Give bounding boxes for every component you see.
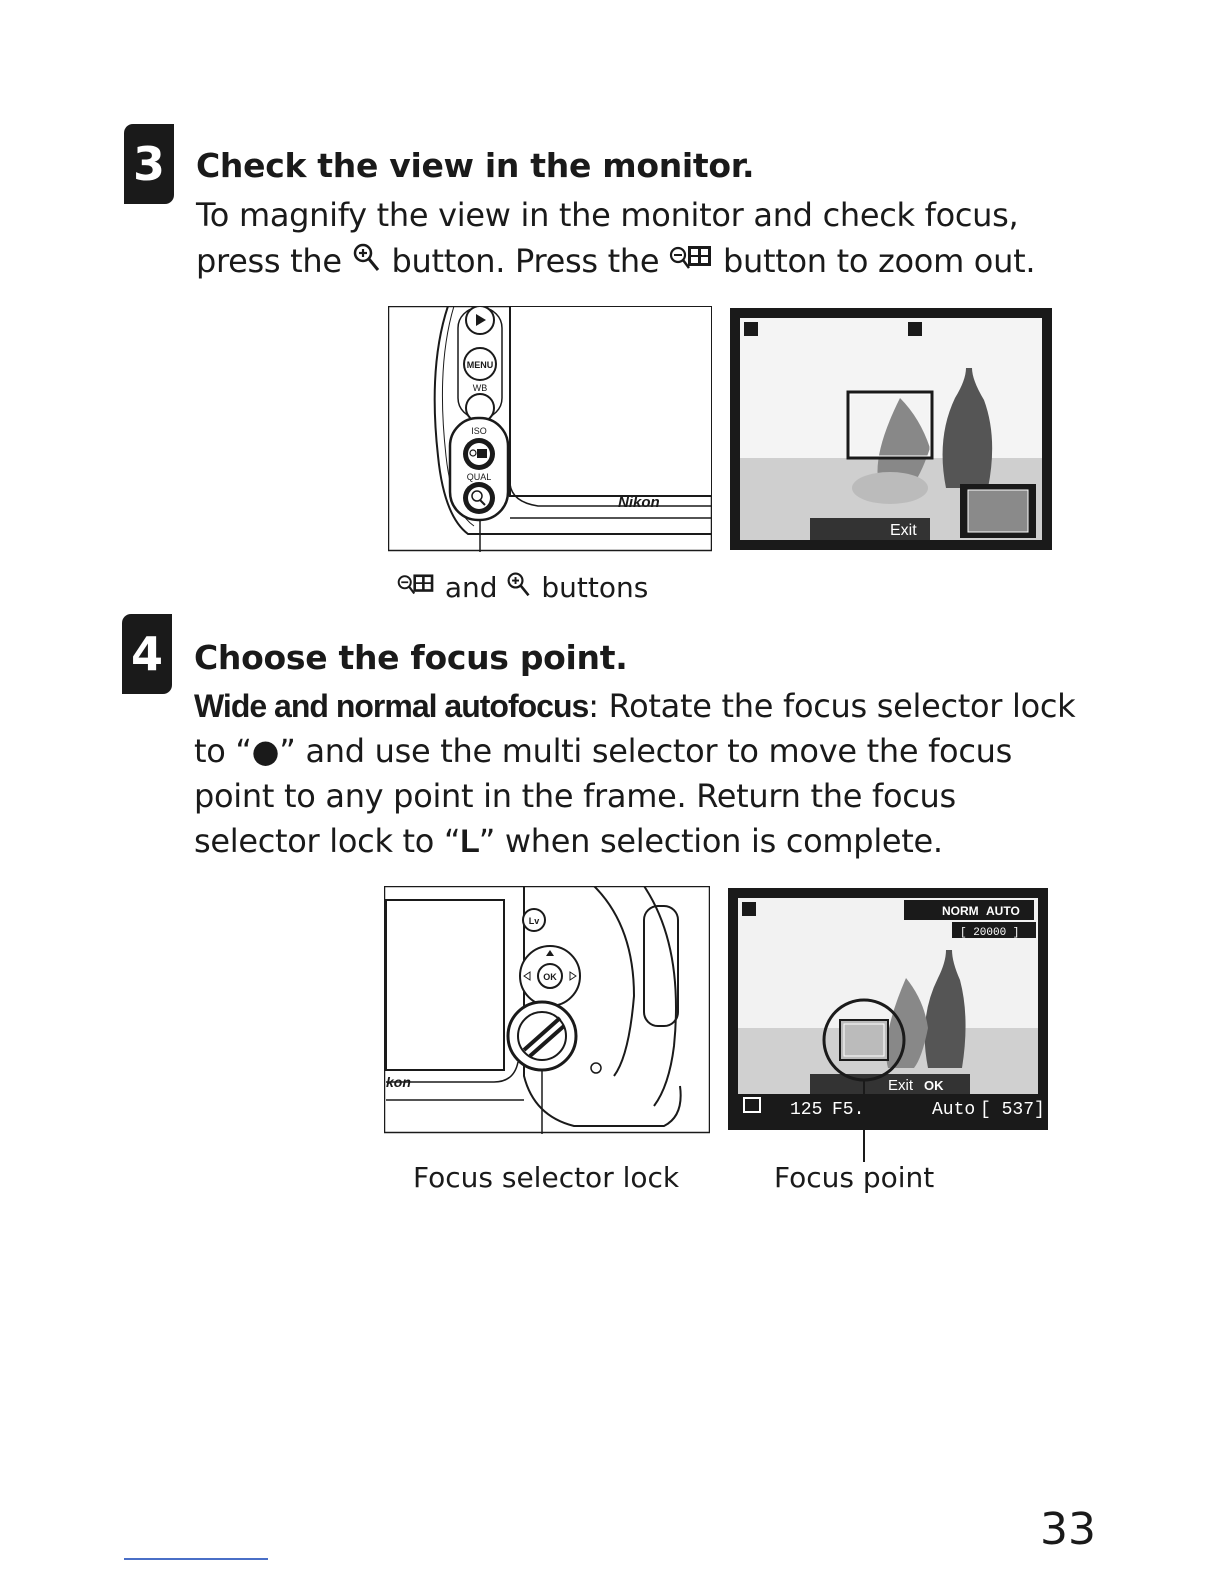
camera-back-focus-lock-figure: [384, 886, 710, 1134]
caption-and: and: [436, 571, 507, 604]
focus-point-leader: [863, 1130, 865, 1162]
caption-buttons: buttons: [532, 571, 649, 604]
zoom-in-icon: [506, 571, 532, 597]
zoom-out-thumbnail-icon: [396, 571, 436, 597]
readout-remaining: [ 537]: [980, 1100, 1045, 1120]
step-4-line-4-bold: L: [460, 823, 479, 859]
step-4-line-4-b: ” when selection is complete.: [478, 822, 943, 860]
focus-point-caption: Focus point: [774, 1161, 935, 1194]
step-4-title: Choose the focus point.: [194, 638, 628, 677]
monitor-count-label: [ 20000 ]: [960, 927, 1020, 939]
step-3-line-2-a: press the: [196, 242, 352, 280]
step-4-line-4: [194, 818, 943, 864]
monitor-quality-label: NORM: [942, 904, 979, 918]
focus-selector-lock-caption: Focus selector lock: [413, 1161, 680, 1194]
step-4-number: 4: [130, 627, 163, 681]
zoom-in-icon: [352, 242, 382, 272]
iso-label: ISO: [471, 426, 487, 436]
step-3-line-2-c: button to zoom out.: [713, 242, 1036, 280]
monitor-ok-label: OK: [924, 1078, 944, 1093]
step-4-badge: [122, 614, 172, 694]
menu-button-label: MENU: [466, 360, 494, 370]
step-3-line-2-b: button. Press the: [381, 242, 670, 280]
camera-logo-partial: kon: [386, 1074, 411, 1090]
step-4-lead-bold: Wide and normal autofocus: [194, 688, 589, 724]
readout-shutter: 125: [790, 1100, 823, 1120]
readout-iso: Auto: [932, 1100, 976, 1120]
step-4-line-4-a: selector lock to “: [194, 822, 461, 860]
monitor-exit-label: Exit: [890, 522, 917, 539]
wb-label: WB: [472, 383, 488, 393]
step-4-line-3: point to any point in the frame. Return the focus: [194, 777, 956, 815]
step-4-lead-rest: : Rotate the focus selector lock: [588, 687, 1076, 725]
step-4-line-1: [194, 683, 1075, 729]
step-3-title: Check the view in the monitor.: [196, 146, 755, 185]
step-3-line-1: To magnify the view in the monitor and check focus,: [196, 196, 1019, 234]
readout-aperture: F5.: [832, 1100, 865, 1120]
qual-label: QUAL: [466, 472, 492, 482]
step-3-badge: [124, 124, 174, 204]
monitor-auto-label: AUTO: [986, 904, 1020, 918]
ok-button-label: OK: [543, 972, 557, 982]
step-3-number: 3: [132, 137, 165, 191]
camera-back-buttons-figure: [388, 306, 712, 552]
focus-point-monitor-view: [728, 888, 1048, 1130]
step-4-line-2: to “●” and use the multi selector to move the focus: [194, 732, 1012, 770]
lv-button-label: Lv: [528, 916, 540, 926]
zoom-out-thumbnail-icon: [669, 242, 713, 272]
footer-rule: [124, 1558, 268, 1560]
camera-logo: Nikon: [618, 494, 660, 511]
page-number: 33: [1040, 1504, 1096, 1555]
magnified-monitor-view: [730, 308, 1052, 550]
step-3-line-2: [196, 238, 1035, 284]
zoom-buttons-caption: [396, 571, 648, 604]
monitor-exit-label-4: Exit: [888, 1077, 914, 1094]
